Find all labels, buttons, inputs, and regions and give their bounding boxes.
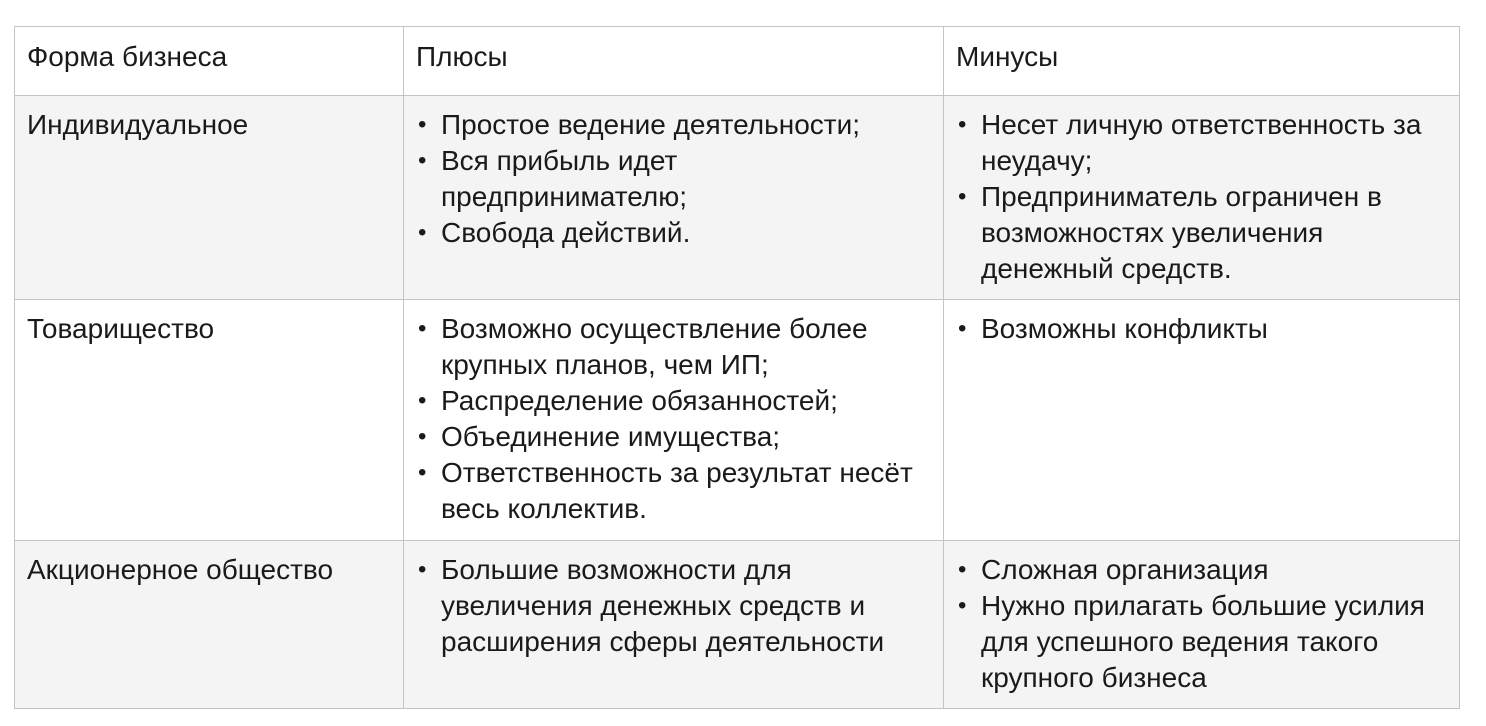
list-item: • Предприниматель ограничен в возможностях увеличения денежный средств.	[956, 179, 1447, 287]
list-item: • Ответственность за результат несёт весь коллектив.	[416, 455, 931, 527]
list-item: • Простое ведение деятельности;	[416, 107, 931, 143]
form-cell	[15, 96, 404, 300]
list-item: • Свобода действий.	[416, 215, 931, 251]
form-name: Акционерное общество	[27, 554, 334, 585]
pros-list	[404, 541, 943, 660]
cons-cell	[944, 96, 1460, 300]
list-item: • Объединение имущества;	[416, 419, 931, 455]
list-item: • Распределение обязанностей;	[416, 383, 931, 419]
list-item: • Большие возможности для увеличения денежных средств и расширения сферы деятельности	[416, 552, 931, 660]
table-row	[15, 96, 1460, 300]
pros-list	[404, 300, 943, 527]
cons-cell	[944, 541, 1460, 709]
list-item: • Возможно осуществление более крупных планов, чем ИП;	[416, 311, 931, 383]
business-forms-table	[14, 26, 1460, 709]
header-label: Форма бизнеса	[27, 41, 228, 72]
cons-list	[944, 96, 1459, 287]
list-item: • Возможны конфликты	[956, 311, 1447, 347]
table-row	[15, 300, 1460, 541]
header-cell-cons	[944, 27, 1460, 96]
pros-list	[404, 96, 943, 251]
header-cell-pros	[404, 27, 944, 96]
cons-list	[944, 541, 1459, 696]
form-cell	[15, 300, 404, 541]
cons-cell	[944, 300, 1460, 541]
list-item: • Несет личную ответственность за неудачу;	[956, 107, 1447, 179]
pros-cell	[404, 96, 944, 300]
header-row	[15, 27, 1460, 96]
list-item: • Сложная организация	[956, 552, 1447, 588]
list-item: • Нужно прилагать большие усилия для успешного ведения такого крупного бизнеса	[956, 588, 1447, 696]
pros-cell	[404, 300, 944, 541]
form-name: Индивидуальное	[27, 109, 249, 140]
form-name: Товарищество	[27, 313, 215, 344]
cons-list	[944, 300, 1459, 347]
form-cell	[15, 541, 404, 709]
header-label: Минусы	[956, 41, 1059, 72]
pros-cell	[404, 541, 944, 709]
table-row	[15, 541, 1460, 709]
header-label: Плюсы	[416, 41, 508, 72]
header-cell-form	[15, 27, 404, 96]
list-item: • Вся прибыль идет предпринимателю;	[416, 143, 931, 215]
